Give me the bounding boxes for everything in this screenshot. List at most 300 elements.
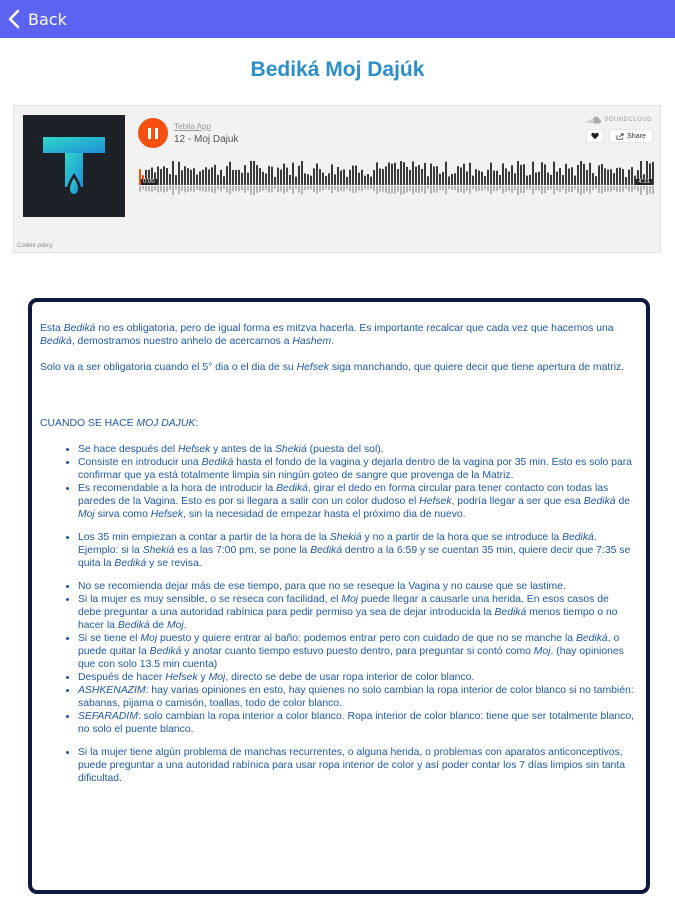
waveform-bar [523, 164, 525, 185]
waveform-bar [274, 177, 276, 185]
waveform-bar [292, 163, 294, 185]
waveform-bar [346, 177, 348, 185]
share-icon [616, 133, 624, 140]
waveform-bar-reflection [307, 186, 309, 190]
waveform-bar [316, 164, 318, 185]
waveform-bar-reflection [559, 186, 561, 192]
waveform-bar-reflection [175, 186, 177, 189]
waveform-bar [529, 175, 531, 185]
waveform-bar-reflection [520, 186, 522, 193]
waveform-bar [622, 169, 624, 185]
waveform-bar [358, 173, 360, 185]
waveform-bar [589, 163, 591, 185]
waveform-bar-reflection [235, 186, 237, 191]
waveform-bar-reflection [619, 186, 621, 192]
waveform-bar [436, 166, 438, 185]
waveform-bar [184, 166, 186, 185]
soundcloud-brand-label: SOUNDCLOUD [604, 117, 652, 123]
waveform-bar-reflection [568, 186, 570, 192]
waveform-bar [304, 173, 306, 185]
waveform-bar [409, 170, 411, 185]
waveform-bar-reflection [634, 186, 636, 189]
instruction-list [40, 443, 634, 785]
waveform-bar-reflection [451, 186, 453, 190]
waveform-bar-reflection [358, 186, 360, 190]
share-button[interactable] [609, 129, 653, 143]
list-item: • SEFARADIM: solo cambian la ropa interior a color blanco. Ropa interior de color blanco: tiene que ser totalmente blanco, no solo el puente blanco. [78, 710, 634, 736]
waveform-bar [406, 167, 408, 185]
waveform-bar [397, 169, 399, 185]
share-label: Share [627, 132, 646, 140]
waveform-bar [220, 170, 222, 185]
waveform-bar [571, 167, 573, 185]
waveform-bar [610, 169, 612, 185]
waveform-bar [595, 176, 597, 185]
time-total: 4:31 [638, 179, 650, 185]
waveform-bar-reflection [262, 186, 264, 191]
back-button[interactable] [0, 0, 67, 38]
waveform-bar-reflection [166, 186, 168, 192]
waveform-bar [352, 166, 354, 185]
waveform-bar-reflection [202, 186, 204, 191]
waveform-bar [568, 169, 570, 185]
waveform-bar-reflection [301, 186, 303, 195]
waveform[interactable] [139, 161, 655, 195]
waveform-bar-reflection [547, 186, 549, 190]
waveform-bar [376, 162, 378, 185]
waveform-bar [181, 170, 183, 185]
waveform-bar-reflection [589, 186, 591, 194]
waveform-bar [598, 165, 600, 185]
waveform-bar [379, 169, 381, 185]
waveform-bar-reflection [604, 186, 606, 192]
waveform-bar-reflection [142, 186, 144, 189]
waveform-bar-reflection [496, 186, 498, 191]
waveform-bar-reflection [535, 186, 537, 190]
waveform-bar [172, 161, 174, 185]
waveform-bar [532, 162, 534, 185]
waveform-bar-reflection [499, 186, 501, 190]
waveform-bar [607, 170, 609, 185]
chevron-left-icon [6, 9, 22, 29]
waveform-bar-reflection [646, 186, 648, 195]
waveform-bar [193, 168, 195, 185]
waveform-bar-reflection [541, 186, 543, 194]
waveform-bar [652, 162, 654, 185]
waveform-bar [313, 168, 315, 185]
waveform-bar-reflection [310, 186, 312, 189]
waveform-bar [469, 163, 471, 185]
waveform-bar [514, 173, 516, 185]
waveform-bar-reflection [484, 186, 486, 189]
list-item: • Se hace después del Hefsek y antes de la Shekiá (puesta del sol). [78, 443, 634, 456]
waveform-bar-reflection [625, 186, 627, 189]
waveform-bar [175, 175, 177, 185]
waveform-bar [190, 170, 192, 185]
waveform-bar-reflection [565, 186, 567, 193]
waveform-bar-reflection [478, 186, 480, 191]
waveform-bar-reflection [151, 186, 153, 192]
waveform-bar [559, 168, 561, 185]
waveform-bar-reflection [265, 186, 267, 190]
waveform-bar-reflection [343, 186, 345, 191]
waveform-bar-reflection [349, 186, 351, 191]
intro-paragraph-2: Solo va a ser obligatoria cuando el 5° dia o el dia de su Hefsek siga manchando, que quiere decir que tiene apertura de matriz. [40, 362, 625, 373]
waveform-bar-reflection [436, 186, 438, 193]
waveform-bar-reflection [592, 186, 594, 190]
waveform-bar [562, 175, 564, 185]
waveform-bar [466, 171, 468, 185]
waveform-bar-reflection [172, 186, 174, 195]
waveform-bar [424, 163, 426, 185]
content-box [28, 298, 650, 894]
waveform-bar [553, 162, 555, 185]
waveform-bar [484, 176, 486, 185]
waveform-bar-reflection [220, 186, 222, 191]
waveform-bar-reflection [292, 186, 294, 194]
waveform-bar-reflection [283, 186, 285, 193]
waveform-bar-reflection [244, 186, 246, 193]
waveform-bar [226, 166, 228, 185]
like-button[interactable] [586, 129, 604, 143]
waveform-bar [550, 175, 552, 185]
waveform-bar-reflection [403, 186, 405, 194]
waveform-bar-reflection [445, 186, 447, 194]
waveform-bar-reflection [316, 186, 318, 194]
waveform-bar-reflection [226, 186, 228, 193]
cookie-policy-link[interactable]: Cookie policy [17, 243, 53, 249]
waveform-bar [163, 166, 165, 185]
waveform-bar-reflection [511, 186, 513, 193]
waveform-bar-reflection [409, 186, 411, 191]
waveform-bar-reflection [628, 186, 630, 191]
waveform-bar [355, 166, 357, 185]
waveform-bar-reflection [352, 186, 354, 193]
waveform-bar [268, 166, 270, 185]
waveform-bar-reflection [328, 186, 330, 190]
waveform-bar [613, 173, 615, 185]
track-artwork [23, 115, 125, 217]
waveform-bar [217, 175, 219, 185]
waveform-bar-reflection [601, 186, 603, 193]
waveform-bar [247, 173, 249, 185]
waveform-bar [256, 165, 258, 185]
waveform-bar-reflection [199, 186, 201, 191]
waveform-bar-reflection [241, 186, 243, 190]
waveform-bar [478, 171, 480, 185]
waveform-bar-reflection [508, 186, 510, 191]
waveform-bar [385, 166, 387, 185]
waveform-bar [241, 173, 243, 185]
waveform-bar [373, 170, 375, 185]
waveform-bar [526, 176, 528, 185]
waveform-bar-reflection [376, 186, 378, 194]
waveform-bar-reflection [553, 186, 555, 194]
waveform-bar [421, 169, 423, 185]
waveform-bar [517, 161, 519, 185]
waveform-bar-reflection [196, 186, 198, 190]
page-title: Bediká Moj Dajúk [250, 58, 425, 81]
waveform-bar [433, 166, 435, 185]
waveform-bar [271, 167, 273, 185]
waveform-bar [223, 176, 225, 185]
waveform-bar-reflection [583, 186, 585, 193]
section-heading: CUANDO SE HACE MOJ DAJUK: [40, 418, 199, 429]
waveform-bar [538, 172, 540, 185]
waveform-bar-reflection [346, 186, 348, 189]
waveform-bar-reflection [412, 186, 414, 194]
waveform-bar [448, 176, 450, 185]
waveform-bar [265, 174, 267, 185]
waveform-bar [625, 177, 627, 185]
track-user-link[interactable]: Tebila App [174, 122, 211, 131]
waveform-bar [250, 161, 252, 185]
waveform-bar-reflection [154, 186, 156, 190]
waveform-bar-reflection [322, 186, 324, 190]
waveform-bar-reflection [259, 186, 261, 192]
waveform-bar [295, 177, 297, 185]
waveform-bar [187, 168, 189, 185]
waveform-bar-reflection [550, 186, 552, 190]
list-item: • Si se tiene el Moj puesto y quiere entrar al baño: podemos entrar pero con cuidado de que no se manche la Bediká, o puede quitar la Bediká y anotar cuanto tiempo estuvo puesto dentro, para preguntar si contó como Moj. (hay opiniones que con solo 13.5 min cuenta) [78, 632, 634, 671]
waveform-bar-reflection [256, 186, 258, 193]
waveform-bar [340, 171, 342, 185]
waveform-bar-reflection [286, 186, 288, 192]
waveform-bar-reflection [178, 186, 180, 194]
time-elapsed: 0:00 [143, 179, 155, 185]
waveform-bar-reflection [562, 186, 564, 189]
waveform-bar [502, 163, 504, 185]
list-item: • Si la mujer es muy sensible, o se reseca con facilidad, el Moj puede llegar a causarle una herida. En esos casos de debe preguntar a una autoridad rabínica para pedir permiso ya sea de dejar introducida la Bediká menos tiempo o no hacer la Bediká de Moj. [78, 593, 634, 632]
waveform-bar [481, 172, 483, 185]
waveform-bar-reflection [448, 186, 450, 189]
waveform-bar [214, 165, 216, 185]
waveform-bar-reflection [490, 186, 492, 194]
waveform-bar [430, 164, 432, 185]
intro-paragraph-1: Esta Bediká no es obligatoria, pero de igual forma es mitzva hacerla. Es importante recalcar que cada vez que hacemos una Bediká, demostramos nuestro anhelo de acercarnos a Hashem. [40, 323, 614, 347]
soundcloud-brand[interactable] [587, 116, 652, 124]
waveform-bar-reflection [382, 186, 384, 192]
waveform-bar-reflection [481, 186, 483, 191]
waveform-bar [541, 162, 543, 185]
waveform-bar-reflection [463, 186, 465, 193]
waveform-bar-reflection [367, 186, 369, 190]
waveform-bar [487, 170, 489, 185]
waveform-bar-reflection [421, 186, 423, 192]
waveform-bar-reflection [277, 186, 279, 192]
waveform-bar-reflection [544, 186, 546, 193]
waveform-bar [298, 166, 300, 185]
waveform-bar-reflection [457, 186, 459, 193]
waveform-bar [490, 163, 492, 185]
waveform-bar-reflection [355, 186, 357, 193]
list-item: • Es recomendable a la hora de introducir la Bediká, girar el dedo en forma circular para tener contacto con todas las paredes de la Vagina. Esto es por si llegara a salir con un color dudoso el Hefsek, podría llegar a ser que esa Bediká de Moj sirva como Hefsek, sin la necesidad de empezar hasta el próximo dia de nuevo. [78, 482, 634, 521]
waveform-bar-reflection [157, 186, 159, 192]
top-nav-bar [0, 0, 675, 38]
waveform-bar-reflection [298, 186, 300, 193]
waveform-bar [211, 167, 213, 185]
waveform-bar-reflection [607, 186, 609, 191]
waveform-bar [208, 169, 210, 185]
waveform-bar [244, 165, 246, 185]
waveform-bar [286, 168, 288, 185]
waveform-bar-reflection [586, 186, 588, 191]
waveform-bar [601, 164, 603, 185]
waveform-bar [454, 173, 456, 185]
waveform-bar [280, 170, 282, 185]
waveform-bar-reflection [217, 186, 219, 190]
waveform-bar-reflection [334, 186, 336, 190]
waveform-bar [229, 162, 231, 185]
waveform-bar [283, 164, 285, 185]
track-title[interactable]: 12 - Moj Dajuk [174, 134, 239, 145]
waveform-bar-reflection [364, 186, 366, 189]
waveform-bar-reflection [622, 186, 624, 192]
waveform-bar [604, 168, 606, 185]
waveform-bar-reflection [361, 186, 363, 191]
waveform-bar [520, 165, 522, 185]
waveform-bar [289, 175, 291, 185]
waveform-bar [508, 171, 510, 185]
waveform-bar-reflection [169, 186, 171, 190]
pause-button[interactable] [138, 118, 168, 148]
waveform-bar-reflection [394, 186, 396, 194]
cloud-icon [587, 116, 601, 124]
waveform-bar-reflection [232, 186, 234, 191]
waveform-bar-reflection [466, 186, 468, 191]
waveform-bar-reflection [439, 186, 441, 190]
waveform-bar-reflection [649, 186, 651, 194]
waveform-bar-reflection [229, 186, 231, 194]
waveform-bar [511, 165, 513, 185]
waveform-bar [493, 171, 495, 185]
waveform-bar [364, 176, 366, 185]
waveform-bar-reflection [475, 186, 477, 192]
waveform-bar-reflection [205, 186, 207, 192]
list-item: • Después de hacer Hefsek y Moj, directo se debe de usar ropa interior de color blanco. [78, 671, 634, 684]
waveform-bar-reflection [208, 186, 210, 191]
waveform-bar-reflection [424, 186, 426, 194]
waveform-bar [616, 168, 618, 185]
waveform-bar [619, 168, 621, 185]
waveform-bar [382, 169, 384, 185]
pause-icon [148, 128, 151, 139]
waveform-bar [166, 168, 168, 185]
waveform-bar [331, 164, 333, 185]
waveform-bar-reflection [280, 186, 282, 191]
waveform-bar [472, 176, 474, 185]
waveform-bar [592, 173, 594, 185]
waveform-bar [565, 164, 567, 185]
list-item: • No se recomienda dejar más de ese tiempo, para que no se reseque la Vagina y no cause que se lastime. [78, 580, 634, 593]
waveform-bar-reflection [145, 186, 147, 191]
waveform-bar-reflection [610, 186, 612, 192]
waveform-bar [202, 170, 204, 185]
waveform-bar-reflection [637, 186, 639, 191]
waveform-bar [583, 164, 585, 185]
waveform-bar-reflection [652, 186, 654, 194]
waveform-bar [388, 162, 390, 185]
back-label: Back [28, 9, 67, 29]
waveform-bar [400, 161, 402, 185]
waveform-bar-reflection [187, 186, 189, 192]
waveform-bar [238, 170, 240, 185]
waveform-bar-reflection [526, 186, 528, 189]
waveform-bar [370, 177, 372, 185]
waveform-bar-reflection [289, 186, 291, 190]
waveform-bar [262, 172, 264, 185]
waveform-bar [445, 162, 447, 185]
waveform-bar-reflection [400, 186, 402, 195]
waveform-bar-reflection [253, 186, 255, 195]
waveform-bar [232, 170, 234, 185]
waveform-bar-reflection [319, 186, 321, 192]
waveform-bar-reflection [211, 186, 213, 192]
waveform-bar-reflection [577, 186, 579, 193]
waveform-bar [169, 174, 171, 185]
waveform-bar [586, 170, 588, 185]
waveform-bar-reflection [415, 186, 417, 192]
waveform-bar [343, 169, 345, 185]
waveform-bar-reflection [388, 186, 390, 194]
waveform-bar [196, 175, 198, 185]
waveform-bar [415, 167, 417, 185]
waveform-bar [628, 170, 630, 185]
waveform-bar [319, 169, 321, 185]
waveform-bar-reflection [193, 186, 195, 192]
waveform-bar [460, 167, 462, 185]
waveform-bar-reflection [442, 186, 444, 191]
waveform-bar-reflection [214, 186, 216, 193]
waveform-bar [580, 161, 582, 185]
waveform-bar [439, 174, 441, 185]
waveform-bar [328, 173, 330, 185]
waveform-bar-reflection [385, 186, 387, 193]
waveform-bar-reflection [250, 186, 252, 195]
waveform-bar-reflection [571, 186, 573, 192]
waveform-bar [574, 176, 576, 185]
waveform-bar [337, 167, 339, 185]
waveform-bar-reflection [427, 186, 429, 189]
waveform-bar [394, 163, 396, 185]
list-item: • ASHKENAZIM: hay varias opiniones en esto, hay quienes no solo cambian la ropa interior de color blanco si no también: sabanas, pijama o camisón, toallas, todo de color blanco. [78, 684, 634, 710]
waveform-bar-reflection [514, 186, 516, 190]
waveform-bar-reflection [505, 186, 507, 192]
waveform-bar-reflection [487, 186, 489, 191]
waveform-bar-reflection [538, 186, 540, 191]
waveform-bar-reflection [556, 186, 558, 191]
waveform-bar-reflection [379, 186, 381, 192]
waveform-bar-reflection [148, 186, 150, 191]
waveform-bar-reflection [643, 186, 645, 190]
waveform-bar-reflection [331, 186, 333, 193]
waveform-bar [367, 174, 369, 185]
waveform-bar [547, 173, 549, 185]
waveform-bar-reflection [502, 186, 504, 194]
waveform-bar-reflection [460, 186, 462, 192]
waveform-bar-reflection [268, 186, 270, 193]
waveform-bar [235, 170, 237, 185]
waveform-bar-reflection [418, 186, 420, 193]
waveform-bar [334, 174, 336, 185]
waveform-bar-reflection [472, 186, 474, 189]
waveform-bar [475, 169, 477, 185]
waveform-bar [205, 167, 207, 185]
waveform-bar-reflection [580, 186, 582, 195]
waveform-bar-reflection [238, 186, 240, 191]
waveform-bar [361, 170, 363, 185]
waveform-bar [157, 166, 159, 185]
